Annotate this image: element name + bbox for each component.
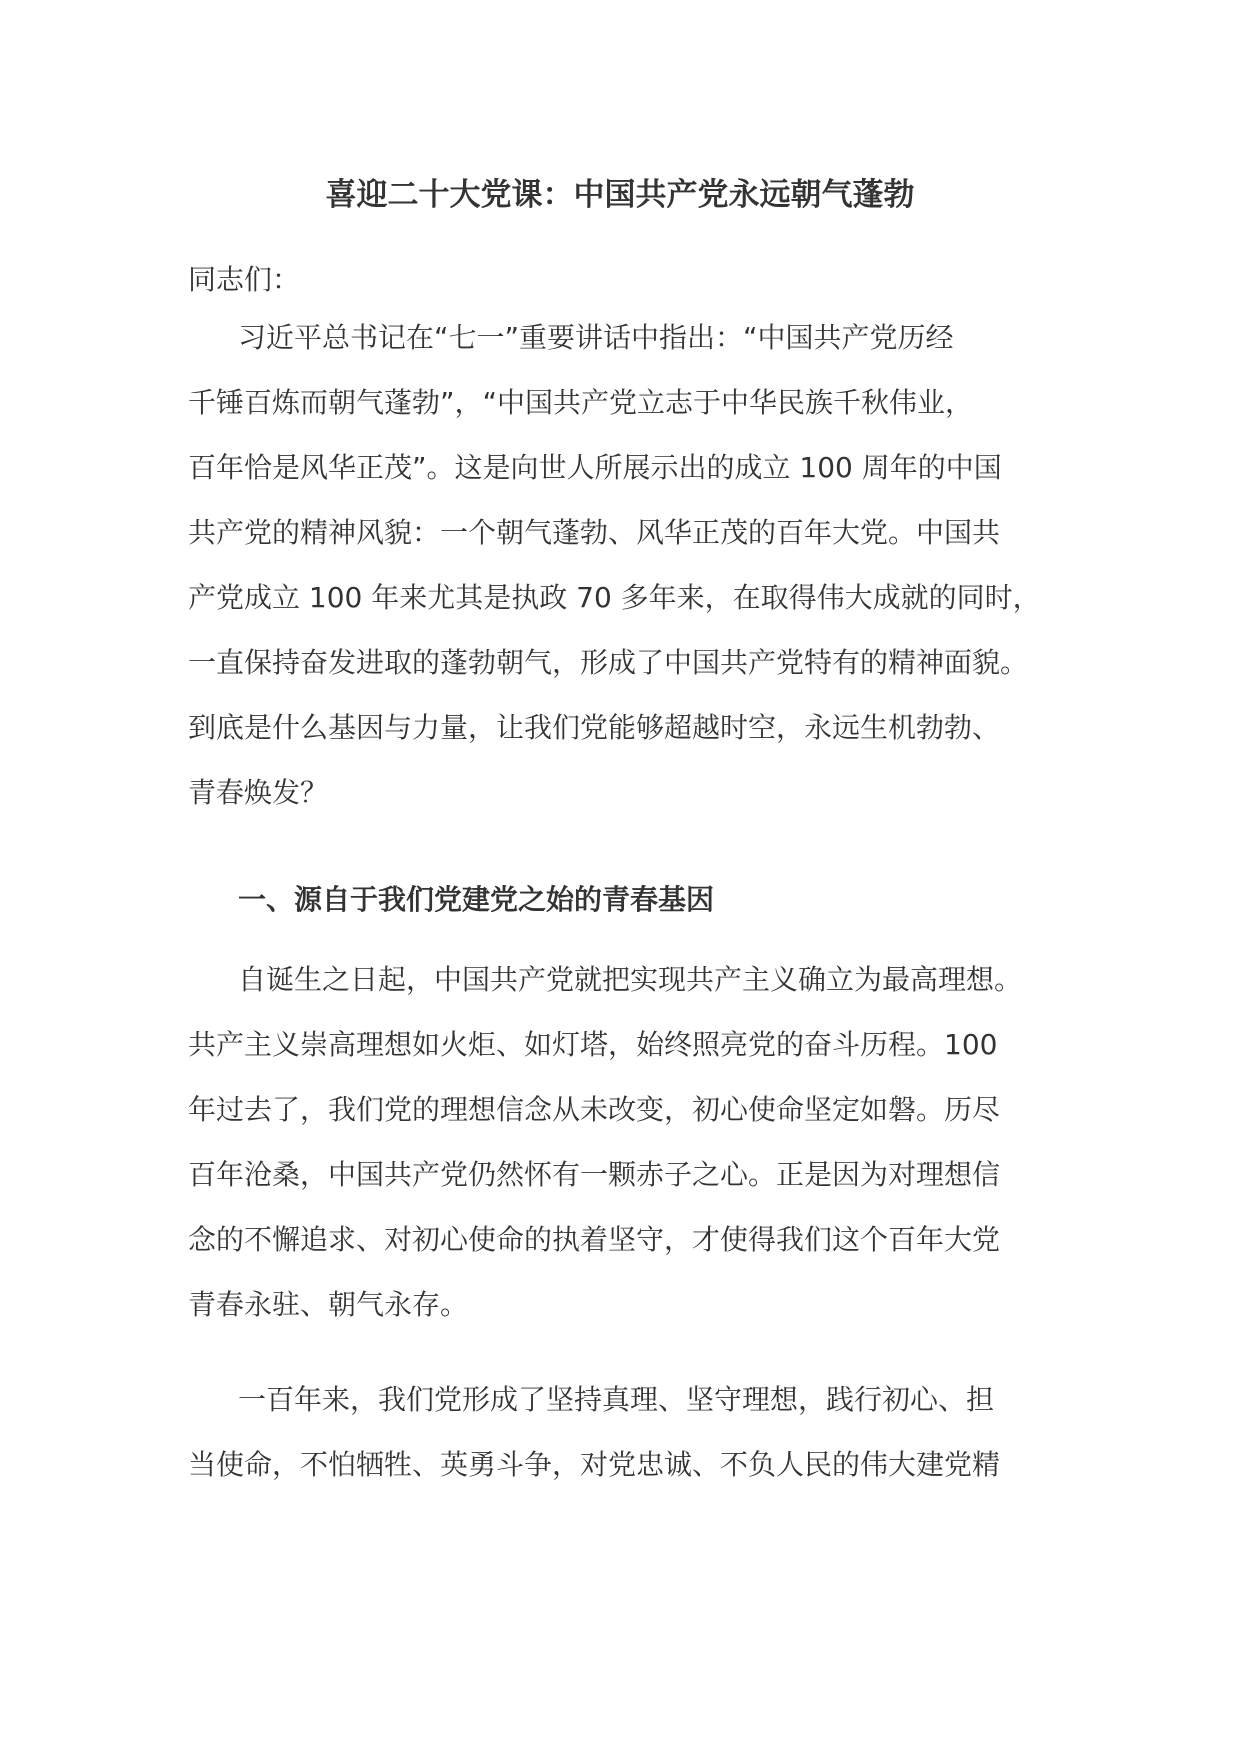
paragraph-line: 念的不懈追求、对初心使命的执着坚守，才使得我们这个百年大党 [188, 1223, 1001, 1256]
paragraph-line: 百年沧桑，中国共产党仍然怀有一颗赤子之心。正是因为对理想信 [188, 1158, 1001, 1191]
paragraph-line: 当使命，不怕牺牲、英勇斗争，对党忠诚、不负人民的伟大建党精 [188, 1448, 1001, 1481]
paragraph-1 [188, 305, 1068, 825]
paragraph-line: 到底是什么基因与力量，让我们党能够超越时空，永远生机勃勃、 [188, 711, 1001, 744]
section-heading-1: 一、源自于我们党建党之始的青春基因 [238, 883, 715, 916]
paragraph-line: 自诞生之日起，中国共产党就把实现共产主义确立为最高理想。 [238, 963, 1023, 996]
paragraph-2 [188, 947, 1068, 1337]
paragraph-line: 年过去了，我们党的理想信念从未改变，初心使命坚定如磐。历尽 [188, 1093, 1001, 1126]
paragraph-line: 习近平总书记在“七一”重要讲话中指出：“中国共产党历经 [238, 321, 954, 354]
paragraph-line: 产党成立 100 年来尤其是执政 70 多年来，在取得伟大成就的同时， [188, 581, 1041, 614]
paragraph-line: 一百年来，我们党形成了坚持真理、坚守理想，践行初心、担 [238, 1383, 995, 1416]
paragraph-line: 一直保持奋发进取的蓬勃朝气，形成了中国共产党特有的精神面貌。 [188, 646, 1029, 679]
paragraph-line: 百年恰是风华正茂”。这是向世人所展示出的成立 100 周年的中国 [188, 451, 1002, 484]
paragraph-line: 共产主义崇高理想如火炬、如灯塔，始终照亮党的奋斗历程。100 [188, 1028, 998, 1061]
salutation: 同志们： [188, 263, 301, 296]
paragraph-line: 青春焕发？ [188, 776, 329, 809]
paragraph-3 [188, 1367, 1068, 1497]
paragraph-line: 青春永驻、朝气永存。 [188, 1288, 469, 1321]
paragraph-line: 共产党的精神风貌：一个朝气蓬勃、风华正茂的百年大党。中国共 [188, 516, 1001, 549]
document-title: 喜迎二十大党课：中国共产党永远朝气蓬勃 [325, 177, 915, 213]
paragraph-line: 千锤百炼而朝气蓬勃”，“中国共产党立志于中华民族千秋伟业， [188, 386, 974, 419]
